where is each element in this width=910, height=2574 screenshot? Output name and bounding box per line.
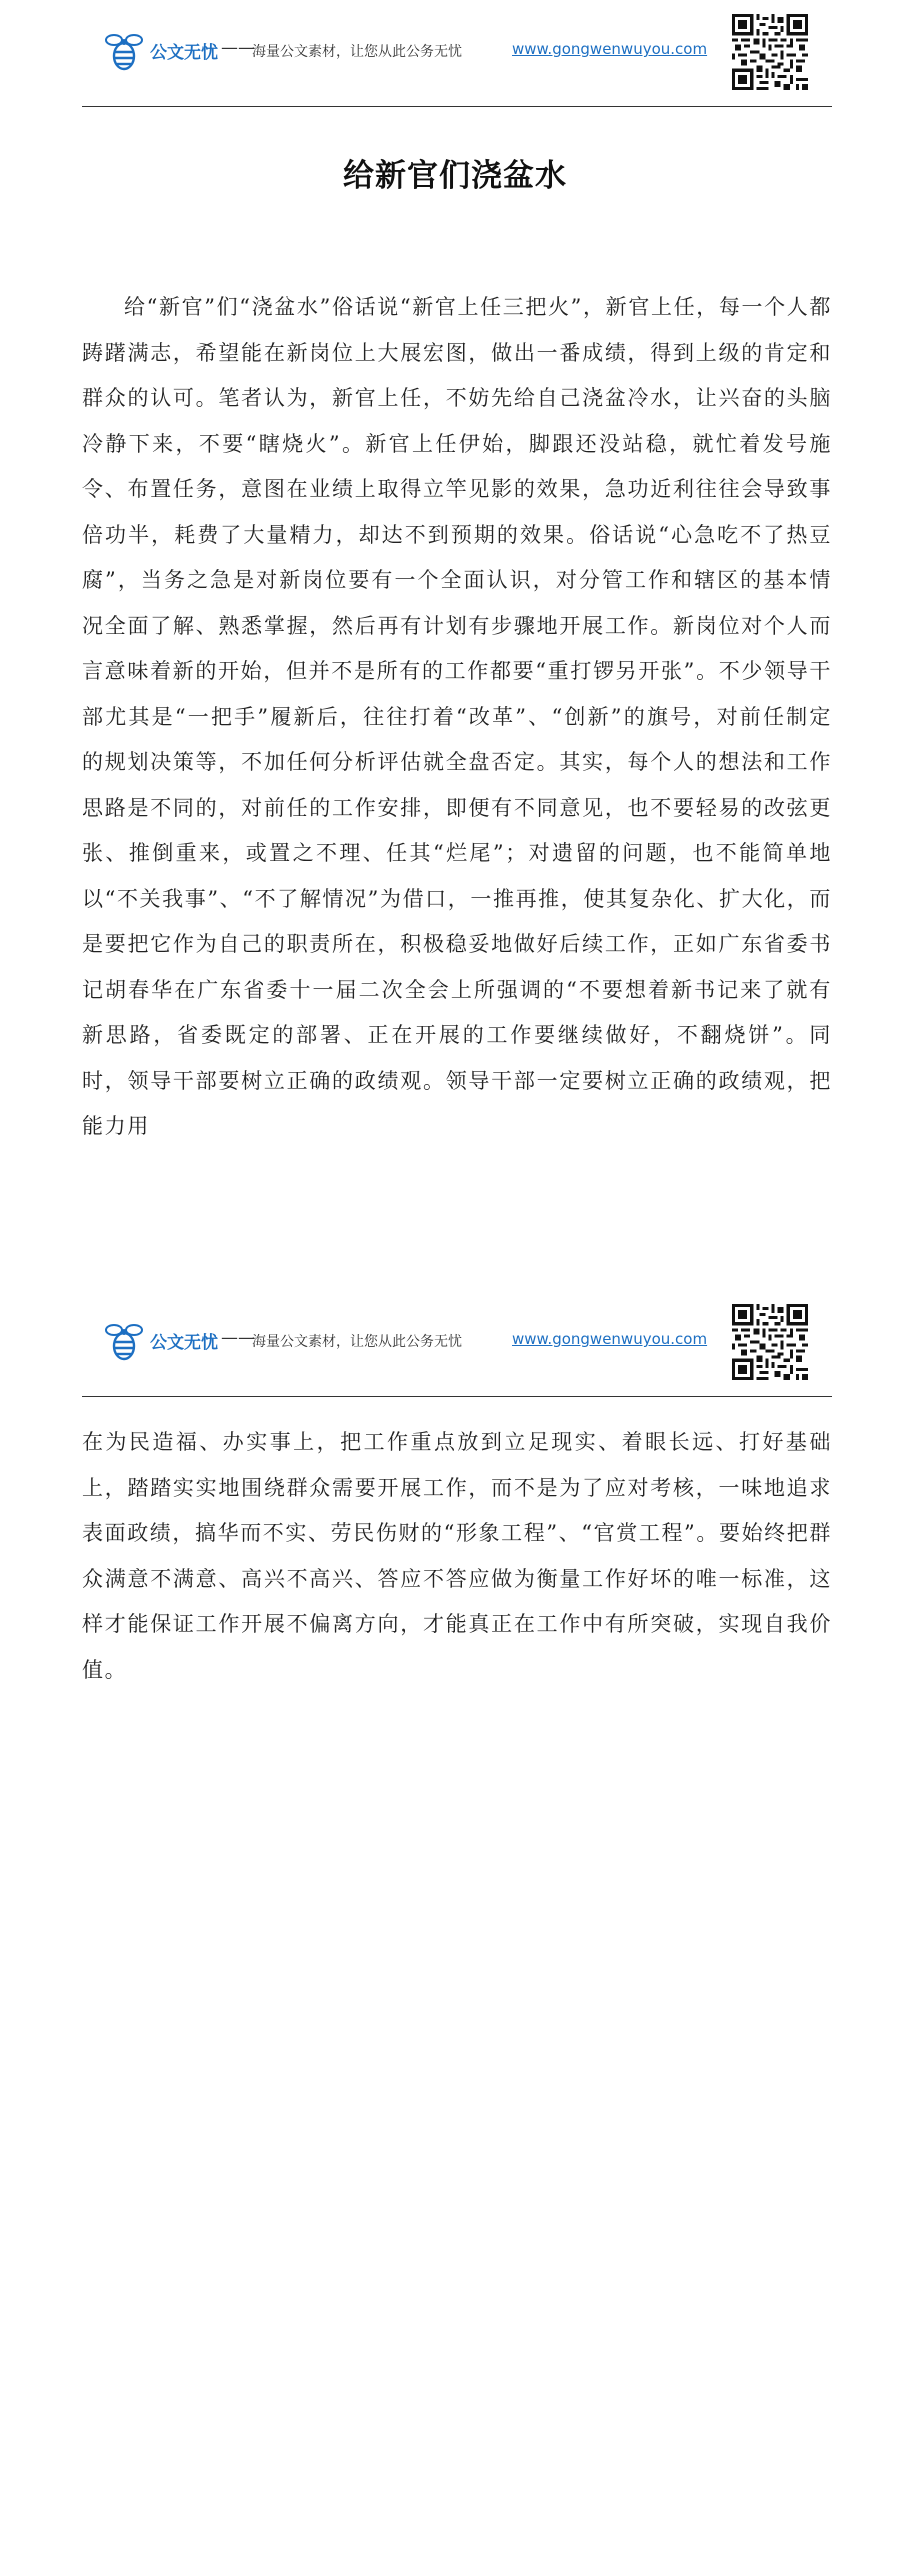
bee-logo-icon — [102, 30, 146, 74]
qr-code-icon — [732, 1304, 808, 1380]
brand-dash: —— — [221, 1328, 255, 1348]
brand-slogan: 海量公文素材，让您从此公务无忧 — [252, 1334, 462, 1350]
document-title: 给新官们浇盆水 — [343, 158, 567, 194]
site-url-link[interactable]: www.gongwenwuyou.com — [512, 1330, 708, 1348]
brand-name: 公文无忧 — [150, 43, 218, 63]
brand-name: 公文无忧 — [150, 1333, 218, 1353]
page-header — [82, 1290, 832, 1400]
body-paragraph-page-1: 给“新官”们“浇盆水”俗话说“新官上任三把火”，新官上任，每一个人都踌躇满志，希望能在新岗位上大展宏图，做出一番成绩，得到上级的肯定和群众的认可。笔者认为，新官上任，不妨先给自己浇盆冷水，让兴奋的头脑冷静下来，不要“瞎烧火”。新官上任伊始，脚跟还没站稳，就忙着发号施令、布置任务，意图在业绩上取得立竿见影的效果，急功近利往往会导致事倍功半，耗费了大量精力，却达不到预期的效果。俗话说“心急吃不了热豆腐”，当务之急是对新岗位要有一个全面认识，对分管工作和辖区的基本情况全面了解、熟悉掌握，然后再有计划有步骤地开展工作。新岗位对个人而言意味着新的开始，但并不是所有的工作都要“重打锣另开张”。不少领导干部尤其是“一把手”履新后，往往打着“改革”、“创新”的旗号，对前任制定的规划决策等，不加任何分析评估就全盘否定。其实，每个人的想法和工作思路是不同的，对前任的工作安排，即便有不同意见，也不要轻易的改弦更张、推倒重来，或置之不理、任其“烂尾”；对遗留的问题，也不能简单地以“不关我事”、“不了解情况”为借口，一推再推，使其复杂化、扩大化，而是要把它作为自己的职责所在，积极稳妥地做好后续工作，正如广东省委书记胡春华在广东省委十一届二次全会上所强调的“不要想着新书记来了就有新思路，省委既定的部署、正在开展的工作要继续做好，不翻烧饼”。同时，领导干部要树立正确的政绩观。领导干部一定要树立正确的政绩观，把能力用 — [82, 295, 832, 1138]
brand-dash: —— — [221, 38, 255, 58]
header-divider — [82, 106, 832, 107]
page-header — [82, 0, 832, 110]
qr-code-icon — [732, 14, 808, 90]
header-divider — [82, 1396, 832, 1397]
document-page-2 — [0, 1290, 910, 2574]
brand-slogan: 海量公文素材，让您从此公务无忧 — [252, 44, 462, 60]
body-paragraph-page-2: 在为民造福、办实事上，把工作重点放到立足现实、着眼长远、打好基础上，踏踏实实地围绕群众需要开展工作，而不是为了应对考核，一味地追求表面政绩，搞华而不实、劳民伤财的“形象工程”、“官赏工程”。要始终把群众满意不满意、高兴不高兴、答应不答应做为衡量工作好坏的唯一标准，这样才能保证工作开展不偏离方向，才能真正在工作中有所突破，实现自我价值。 — [82, 1430, 832, 1682]
bee-logo-icon — [102, 1320, 146, 1364]
site-url-link[interactable]: www.gongwenwuyou.com — [512, 40, 708, 58]
